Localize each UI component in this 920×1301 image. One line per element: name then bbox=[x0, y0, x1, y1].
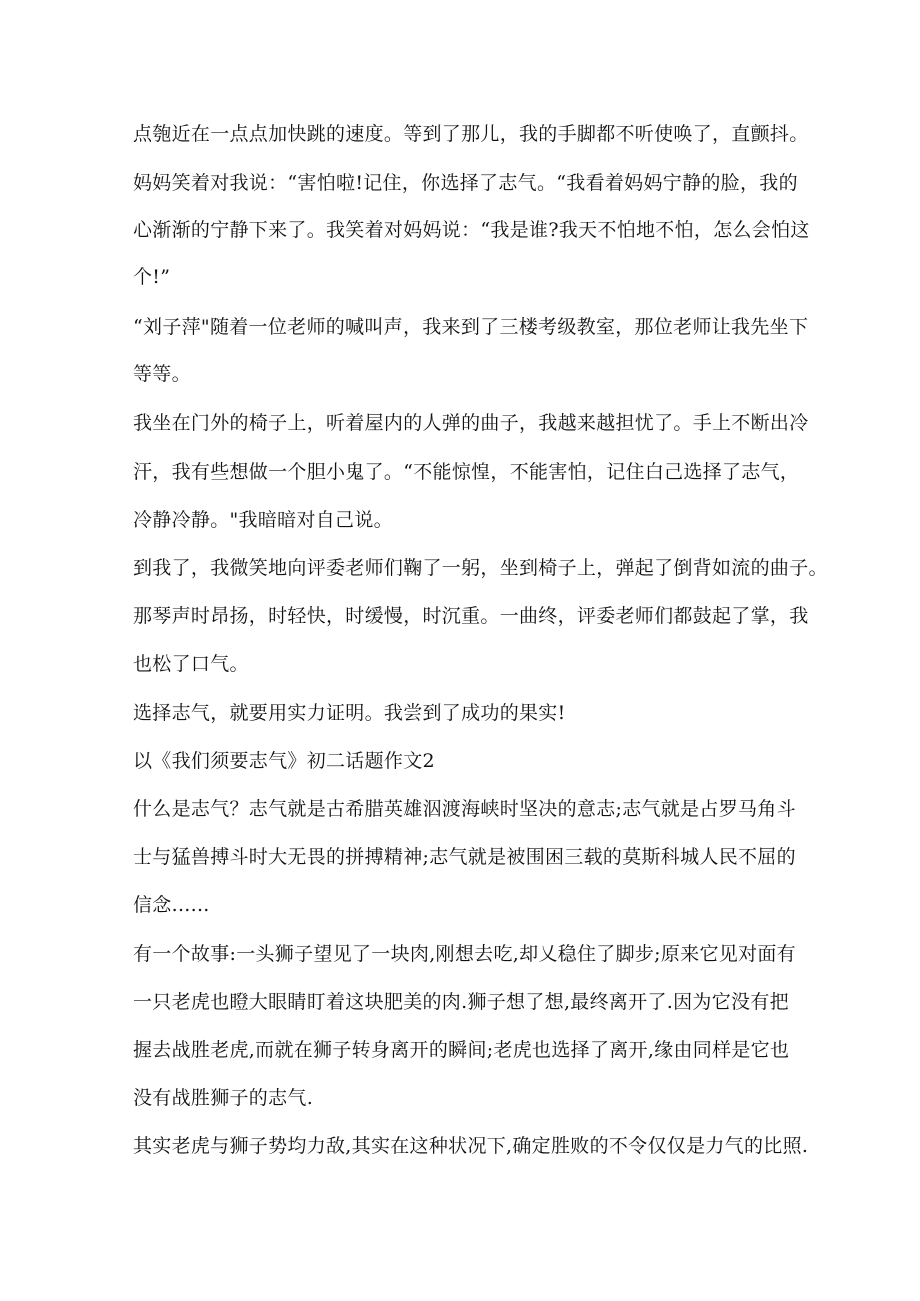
text-line: 我坐在门外的椅子上，听着屋内的人弹的曲子，我越来越担忧了。手上不断出冷 bbox=[133, 412, 809, 434]
text-line: 个!” bbox=[133, 266, 171, 288]
text-line: “刘子萍"随着一位老师的喊叫声，我来到了三楼考级教室，那位老师让我先坐下 bbox=[133, 316, 809, 338]
text-line: 那琴声时昂扬，时轻快，时缓慢，时沉重。一曲终，评委老师们都鼓起了掌，我 bbox=[133, 605, 809, 627]
text-line: 什么是志气？志气就是古希腊英雄泅渡海峡时坚决的意志;志气就是占罗马角斗 bbox=[133, 798, 796, 820]
text-line: 没有战胜狮子的志气. bbox=[133, 1087, 314, 1109]
text-line: 选择志气，就要用实力证明。我尝到了成功的果实! bbox=[133, 702, 566, 724]
text-line: 冷静冷静。"我暗暗对自己说。 bbox=[133, 509, 393, 531]
section-heading: 以《我们须要志气》初二话题作文2 bbox=[133, 750, 435, 772]
text-line: 握去战胜老虎,而就在狮子转身离开的瞬间;老虎也选择了离开,缘由同样是它也 bbox=[133, 1039, 790, 1061]
text-line: 也松了口气。 bbox=[133, 653, 249, 675]
text-line: 点匏近在一点点加快跳的速度。等到了那儿，我的手脚都不听使唤了，直颤抖。 bbox=[133, 123, 809, 145]
text-line: 汗，我有些想做一个胆小鬼了。“不能惊惶，不能害怕，记住白己选择了志气， bbox=[133, 461, 800, 483]
text-line: 等等。 bbox=[133, 363, 191, 385]
text-line: 其实老虎与狮子势均力敌,其实在这种状况下,确定胜败的不令仅仅是力气的比照. bbox=[133, 1135, 809, 1157]
text-line: 一只老虎也瞪大眼睛盯着这块肥美的肉.狮子想了想,最终离开了.因为它没有把 bbox=[133, 991, 789, 1013]
text-line: 士与猛兽搏斗时大无畏的拼搏精神;志气就是被围困三载的莫斯科城人民不屈的 bbox=[133, 846, 796, 868]
text-line: 有一个故事:一头狮子望见了一块肉,刚想去吃,却乂稳住了脚步;原来它见对面有 bbox=[133, 943, 796, 965]
text-line: 信念...... bbox=[133, 894, 210, 916]
text-line: 心渐渐的宁静下来了。我笑着对妈妈说：“我是谁?我天不怕地不怕，怎么会怕这 bbox=[133, 219, 810, 241]
text-line: 到我了，我微笑地向评委老师们鞠了一躬，坐到椅子上，弹起了倒背如流的曲子。 bbox=[133, 557, 828, 579]
text-line: 妈妈笑着对我说：“害怕啦!记住，你选择了志气。“我看着妈妈宁静的脸，我的 bbox=[133, 172, 798, 194]
